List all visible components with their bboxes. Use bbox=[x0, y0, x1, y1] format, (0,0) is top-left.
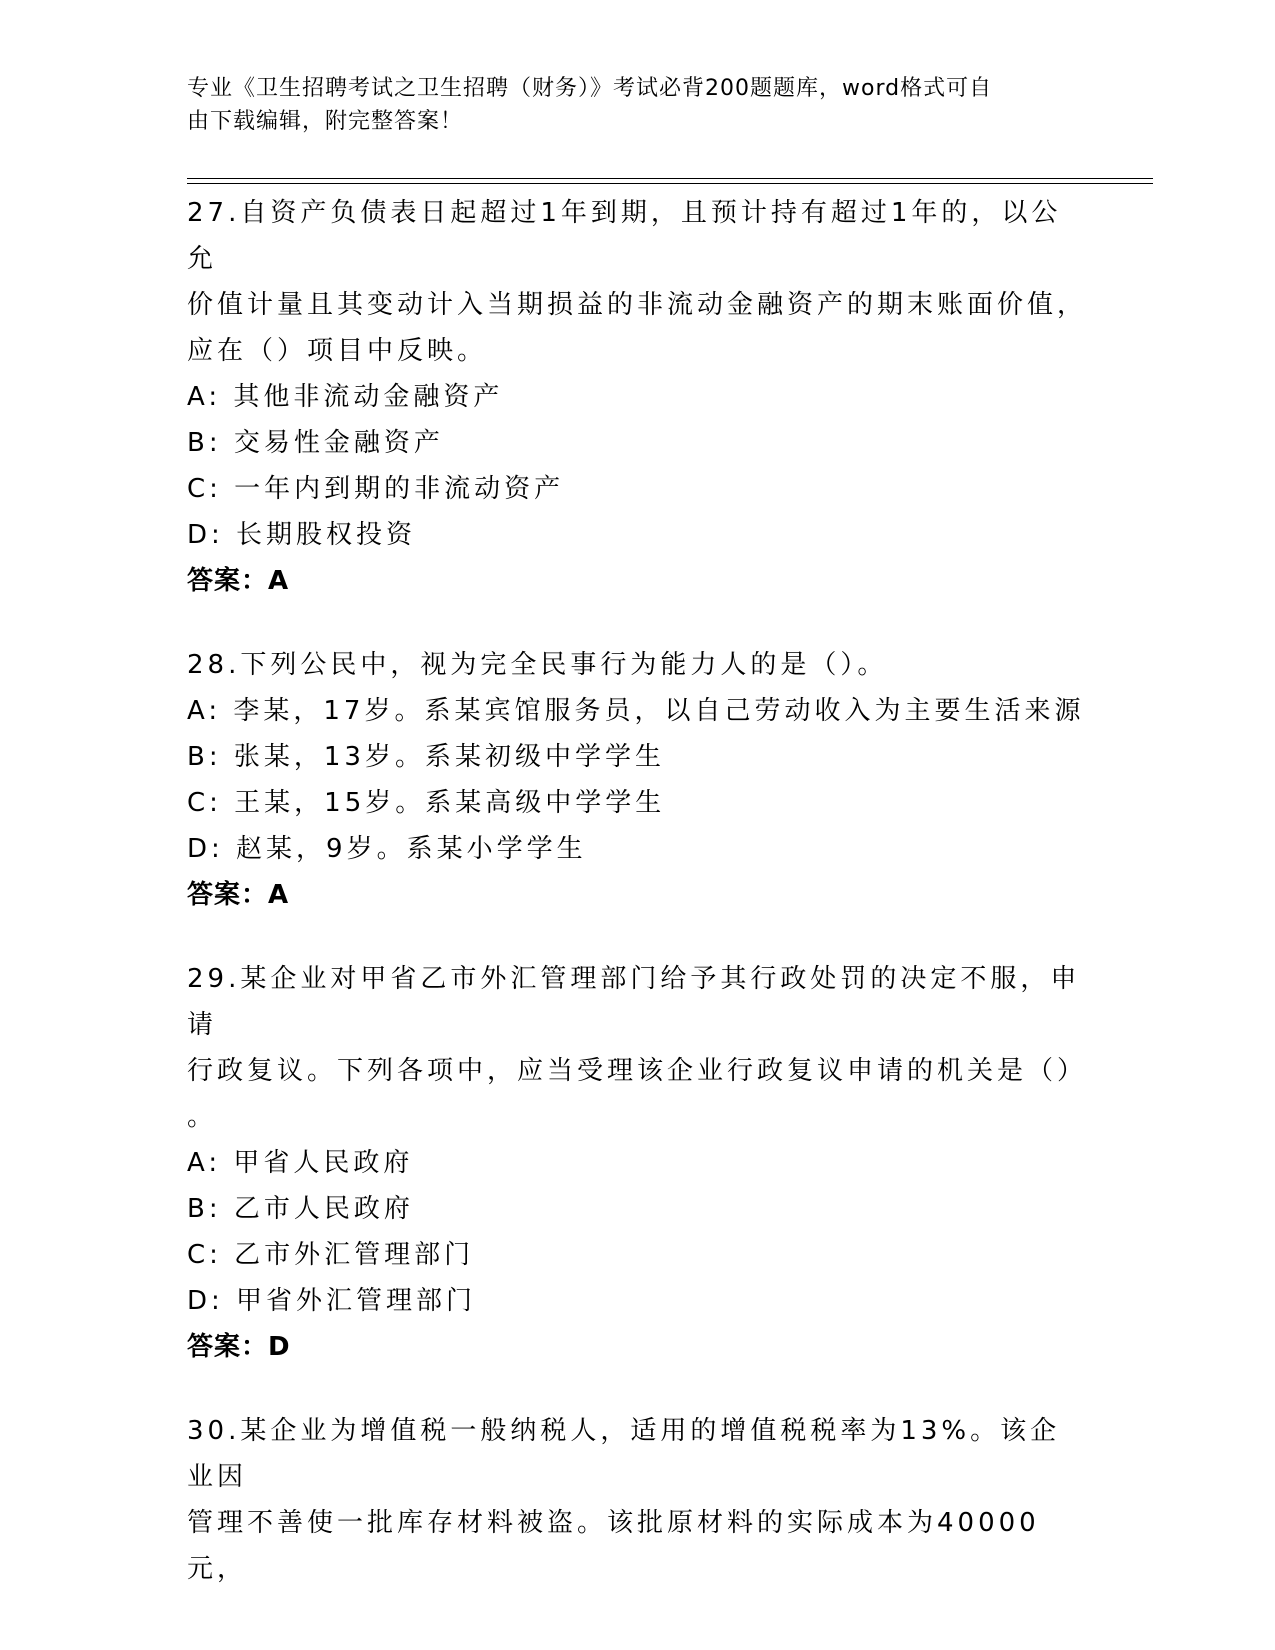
option-c: C: 乙市外汇管理部门 bbox=[187, 1240, 475, 1270]
header-divider-bottom bbox=[187, 183, 1153, 184]
question-stem-line: 28.下列公民中，视为完全民事行为能力人的是（）。 bbox=[187, 650, 888, 680]
answer-line: 答案：D bbox=[187, 1332, 291, 1362]
option-d: D: 赵某，9岁。系某小学学生 bbox=[187, 834, 587, 864]
answer-line: 答案：A bbox=[187, 566, 290, 596]
question-list bbox=[187, 190, 1087, 1630]
option-d: D: 甲省外汇管理部门 bbox=[187, 1286, 477, 1316]
question-30 bbox=[187, 1408, 1087, 1592]
question-stem-line: 应在（）项目中反映。 bbox=[187, 336, 488, 366]
question-stem-line: 管理不善使一批库存材料被盗。该批原材料的实际成本为40000元， bbox=[187, 1508, 1040, 1584]
option-b: B: 张某，13岁。系某初级中学学生 bbox=[187, 742, 665, 772]
option-d: D: 长期股权投资 bbox=[187, 520, 417, 550]
option-a: A: 甲省人民政府 bbox=[187, 1148, 414, 1178]
question-27 bbox=[187, 190, 1087, 604]
question-stem-line: 价值计量且其变动计入当期损益的非流动金融资产的期末账面价值， bbox=[187, 290, 1088, 320]
header-line-2: 由下载编辑，附完整答案！ bbox=[187, 109, 464, 134]
option-b: B: 乙市人民政府 bbox=[187, 1194, 414, 1224]
question-stem-line: 30.某企业为增值税一般纳税人，适用的增值税税率为13%。该企业因 bbox=[187, 1416, 1061, 1492]
question-stem-line: 。 bbox=[187, 1102, 218, 1132]
header-divider-top bbox=[187, 178, 1153, 179]
option-c: C: 一年内到期的非流动资产 bbox=[187, 474, 565, 504]
option-a: A: 其他非流动金融资产 bbox=[187, 382, 504, 412]
question-stem-line: 行政复议。下列各项中，应当受理该企业行政复议申请的机关是（） bbox=[187, 1056, 1088, 1086]
answer-line: 答案：A bbox=[187, 880, 290, 910]
document-header bbox=[187, 72, 1087, 138]
question-28 bbox=[187, 642, 1087, 918]
option-b: B: 交易性金融资产 bbox=[187, 428, 444, 458]
option-c: C: 王某，15岁。系某高级中学学生 bbox=[187, 788, 666, 818]
question-stem-line: 27.自资产负债表日起超过1年到期，且预计持有超过1年的，以公允 bbox=[187, 198, 1062, 274]
option-a: A: 李某，17岁。系某宾馆服务员，以自己劳动收入为主要生活来源 bbox=[187, 696, 1085, 726]
question-29 bbox=[187, 956, 1087, 1370]
header-line-1: 专业《卫生招聘考试之卫生招聘（财务）》考试必背200题题库，word格式可自 bbox=[187, 76, 993, 101]
question-stem-line: 29.某企业对甲省乙市外汇管理部门给予其行政处罚的决定不服，申请 bbox=[187, 964, 1081, 1040]
